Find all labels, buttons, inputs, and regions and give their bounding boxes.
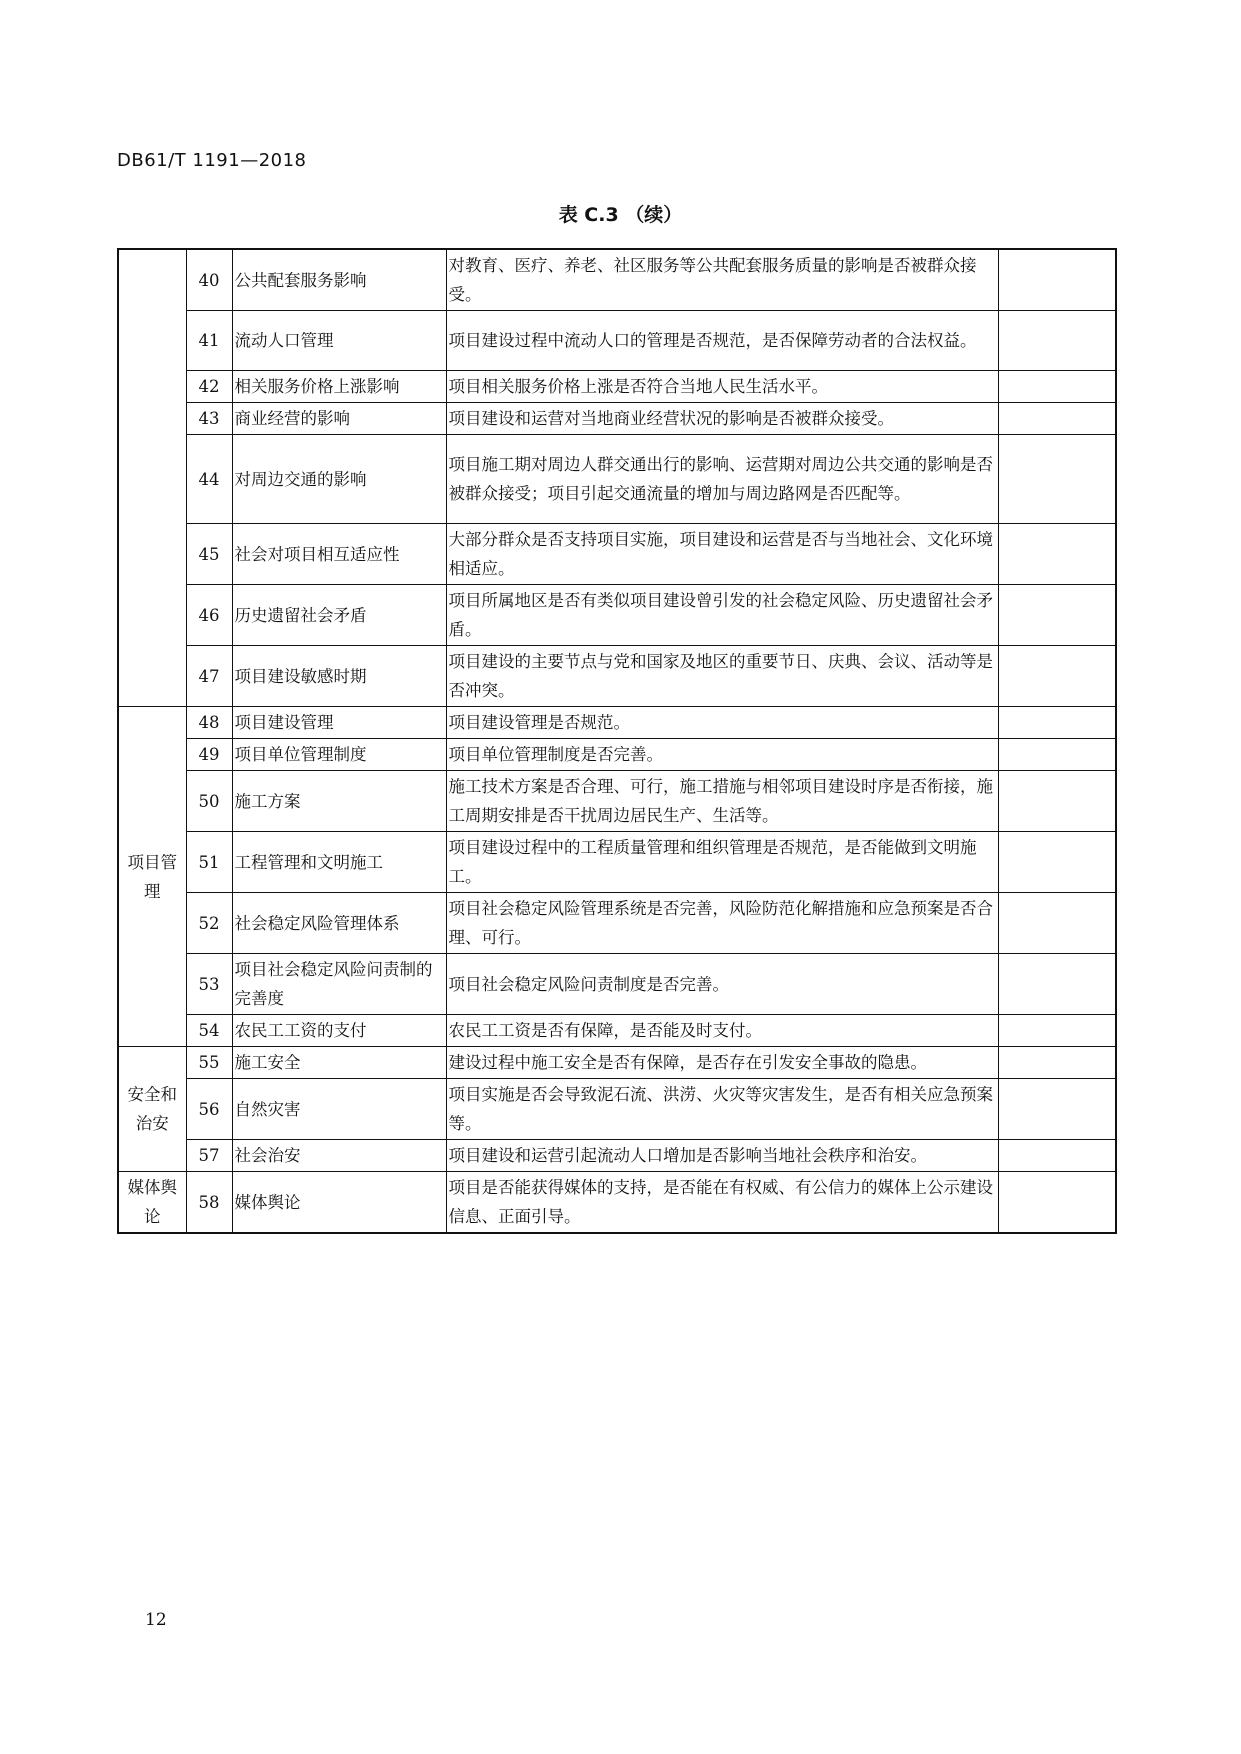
table-row <box>118 311 1116 371</box>
description-cell: 项目施工期对周边人群交通出行的影响、运营期对周边公共交通的影响是否被群众接受；项目引起交通流量的增加与周边路网是否匹配等。 <box>446 435 998 524</box>
table-row <box>118 739 1116 771</box>
risk-factor-table <box>117 248 1117 1234</box>
item-cell: 商业经营的影响 <box>232 403 446 435</box>
row-number-cell: 50 <box>186 771 232 832</box>
item-cell: 施工安全 <box>232 1047 446 1079</box>
description-cell: 施工技术方案是否合理、可行，施工措施与相邻项目建设时序是否衔接，施工周期安排是否干扰周边居民生产、生活等。 <box>446 771 998 832</box>
row-number-cell: 48 <box>186 707 232 739</box>
description-cell: 建设过程中施工安全是否有保障，是否存在引发安全事故的隐患。 <box>446 1047 998 1079</box>
row-number-cell: 51 <box>186 832 232 893</box>
row-number-cell: 53 <box>186 954 232 1015</box>
row-number-cell: 41 <box>186 311 232 371</box>
item-cell: 公共配套服务影响 <box>232 249 446 311</box>
item-cell: 相关服务价格上涨影响 <box>232 371 446 403</box>
item-cell: 社会治安 <box>232 1140 446 1172</box>
table-row <box>118 403 1116 435</box>
description-cell: 项目社会稳定风险管理系统是否完善，风险防范化解措施和应急预案是否合理、可行。 <box>446 893 998 954</box>
note-cell <box>998 371 1116 403</box>
row-number-cell: 56 <box>186 1079 232 1140</box>
item-cell: 历史遗留社会矛盾 <box>232 585 446 646</box>
description-cell: 项目单位管理制度是否完善。 <box>446 739 998 771</box>
note-cell <box>998 403 1116 435</box>
description-cell: 项目建设过程中流动人口的管理是否规范，是否保障劳动者的合法权益。 <box>446 311 998 371</box>
category-cell: 媒体舆论 <box>118 1172 186 1234</box>
note-cell <box>998 585 1116 646</box>
row-number-cell: 40 <box>186 249 232 311</box>
table-row <box>118 1015 1116 1047</box>
note-cell <box>998 771 1116 832</box>
row-number-cell: 43 <box>186 403 232 435</box>
table-row <box>118 707 1116 739</box>
table-row <box>118 893 1116 954</box>
row-number-cell: 58 <box>186 1172 232 1234</box>
description-cell: 对教育、医疗、养老、社区服务等公共配套服务质量的影响是否被群众接受。 <box>446 249 998 311</box>
row-number-cell: 45 <box>186 524 232 585</box>
row-number-cell: 42 <box>186 371 232 403</box>
description-cell: 项目建设管理是否规范。 <box>446 707 998 739</box>
note-cell <box>998 1172 1116 1234</box>
item-cell: 农民工工资的支付 <box>232 1015 446 1047</box>
table-row <box>118 524 1116 585</box>
note-cell <box>998 1079 1116 1140</box>
row-number-cell: 54 <box>186 1015 232 1047</box>
note-cell <box>998 739 1116 771</box>
note-cell <box>998 311 1116 371</box>
item-cell: 项目建设管理 <box>232 707 446 739</box>
category-cell: 安全和治安 <box>118 1047 186 1172</box>
description-cell: 项目建设过程中的工程质量管理和组织管理是否规范，是否能做到文明施工。 <box>446 832 998 893</box>
note-cell <box>998 954 1116 1015</box>
item-cell: 社会对项目相互适应性 <box>232 524 446 585</box>
category-cell: 项目管理 <box>118 707 186 1047</box>
item-cell: 项目建设敏感时期 <box>232 646 446 707</box>
description-cell: 项目相关服务价格上涨是否符合当地人民生活水平。 <box>446 371 998 403</box>
note-cell <box>998 1140 1116 1172</box>
note-cell <box>998 249 1116 311</box>
description-cell: 项目建设和运营对当地商业经营状况的影响是否被群众接受。 <box>446 403 998 435</box>
table-row <box>118 1140 1116 1172</box>
description-cell: 项目建设和运营引起流动人口增加是否影响当地社会秩序和治安。 <box>446 1140 998 1172</box>
note-cell <box>998 524 1116 585</box>
item-cell: 自然灾害 <box>232 1079 446 1140</box>
row-number-cell: 55 <box>186 1047 232 1079</box>
description-cell: 项目是否能获得媒体的支持，是否能在有权威、有公信力的媒体上公示建设信息、正面引导。 <box>446 1172 998 1234</box>
table-row <box>118 1047 1116 1079</box>
note-cell <box>998 1015 1116 1047</box>
table-row <box>118 954 1116 1015</box>
description-cell: 项目所属地区是否有类似项目建设曾引发的社会稳定风险、历史遗留社会矛盾。 <box>446 585 998 646</box>
table-row <box>118 435 1116 524</box>
description-cell: 大部分群众是否支持项目实施，项目建设和运营是否与当地社会、文化环境相适应。 <box>446 524 998 585</box>
row-number-cell: 57 <box>186 1140 232 1172</box>
item-cell: 工程管理和文明施工 <box>232 832 446 893</box>
table-row <box>118 832 1116 893</box>
description-cell: 项目社会稳定风险问责制度是否完善。 <box>446 954 998 1015</box>
description-cell: 项目建设的主要节点与党和国家及地区的重要节日、庆典、会议、活动等是否冲突。 <box>446 646 998 707</box>
description-cell: 农民工工资是否有保障，是否能及时支付。 <box>446 1015 998 1047</box>
table-row <box>118 1079 1116 1140</box>
category-cell <box>118 249 186 707</box>
note-cell <box>998 832 1116 893</box>
page-number: 12 <box>145 1610 167 1630</box>
item-cell: 社会稳定风险管理体系 <box>232 893 446 954</box>
item-cell: 流动人口管理 <box>232 311 446 371</box>
note-cell <box>998 646 1116 707</box>
row-number-cell: 49 <box>186 739 232 771</box>
note-cell <box>998 435 1116 524</box>
note-cell <box>998 1047 1116 1079</box>
item-cell: 媒体舆论 <box>232 1172 446 1234</box>
row-number-cell: 47 <box>186 646 232 707</box>
row-number-cell: 52 <box>186 893 232 954</box>
note-cell <box>998 707 1116 739</box>
item-cell: 施工方案 <box>232 771 446 832</box>
description-cell: 项目实施是否会导致泥石流、洪涝、火灾等灾害发生，是否有相关应急预案等。 <box>446 1079 998 1140</box>
table-caption: 表 C.3 （续） <box>558 204 683 226</box>
table-row <box>118 771 1116 832</box>
table-row <box>118 1172 1116 1234</box>
table-row <box>118 249 1116 311</box>
row-number-cell: 44 <box>186 435 232 524</box>
item-cell: 对周边交通的影响 <box>232 435 446 524</box>
table-row <box>118 646 1116 707</box>
table-row <box>118 585 1116 646</box>
document-code: DB61/T 1191—2018 <box>117 150 307 171</box>
row-number-cell: 46 <box>186 585 232 646</box>
item-cell: 项目社会稳定风险问责制的完善度 <box>232 954 446 1015</box>
note-cell <box>998 893 1116 954</box>
item-cell: 项目单位管理制度 <box>232 739 446 771</box>
table-row <box>118 371 1116 403</box>
